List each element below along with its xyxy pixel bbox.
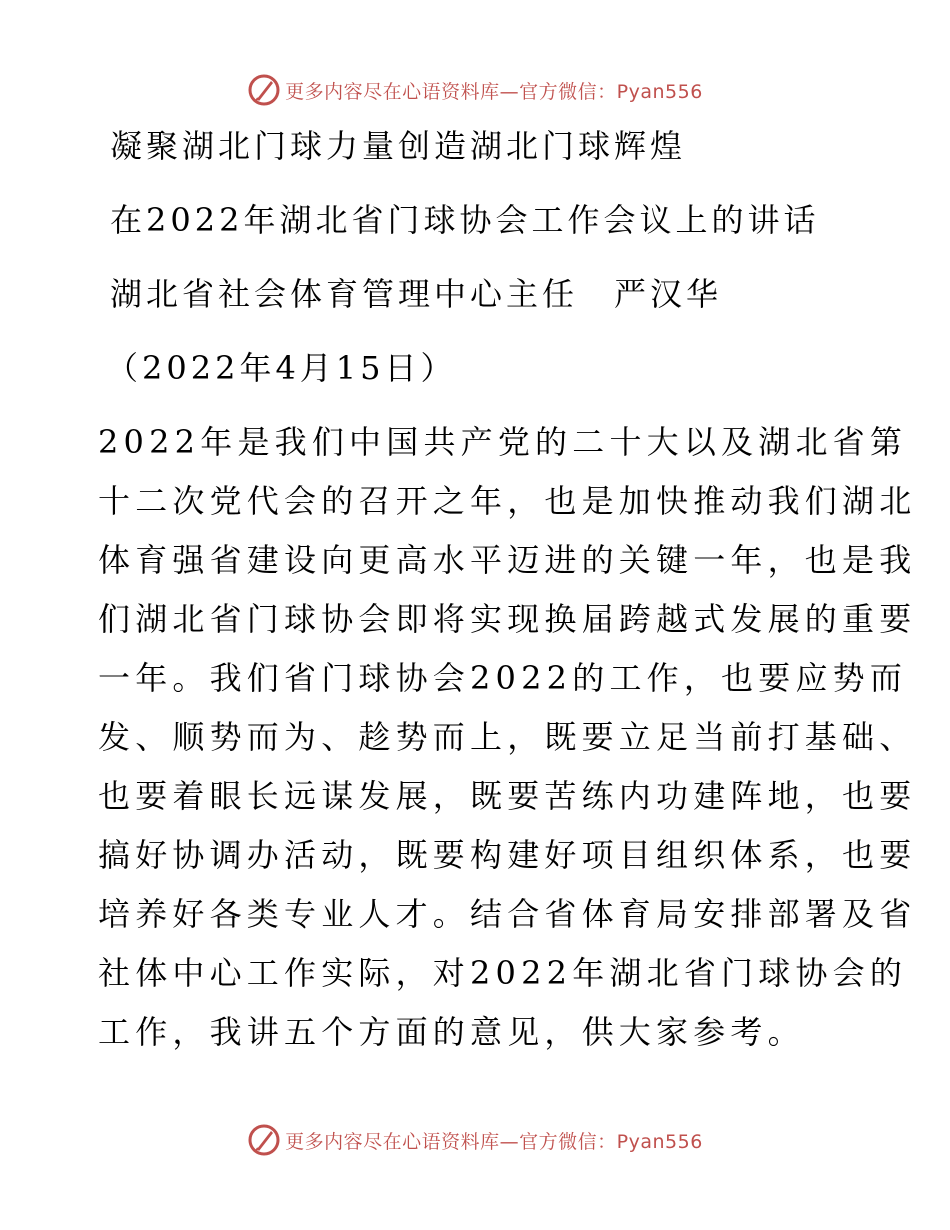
body-line: 发、顺势而为、趁势而上，既要立足当前打基础、 (98, 718, 917, 756)
watermark-footer (0, 1120, 950, 1160)
body-line: 培养好各类专业人才。结合省体育局安排部署及省 (98, 895, 917, 933)
document-subtitle: 在2022年湖北省门球协会工作会议上的讲话 (110, 201, 820, 239)
body-line: 2022年是我们中国共产党的二十大以及湖北省第 (98, 423, 908, 461)
body-line: 们湖北省门球协会即将实现换届跨越式发展的重要 (98, 600, 917, 638)
document-title: 凝聚湖北门球力量创造湖北门球辉煌 (110, 127, 687, 165)
body-line: 体育强省建设向更高水平迈进的关键一年，也是我 (98, 541, 917, 579)
quill-logo-icon (247, 73, 281, 107)
watermark-text: 更多内容尽在心语资料库—官方微信：Pyan556 (285, 80, 703, 103)
speaker-line: 湖北省社会体育管理中心主任 严汉华 (110, 275, 723, 313)
watermark-header (0, 70, 950, 110)
body-line: 一年。我们省门球协会2022的工作，也要应势而 (98, 659, 908, 697)
watermark-text: 更多内容尽在心语资料库—官方微信：Pyan556 (285, 1130, 703, 1153)
body-line: 社体中心工作实际，对2022年湖北省门球协会的 (98, 954, 908, 992)
body-line: 搞好协调办活动，既要构建好项目组织体系，也要 (98, 836, 917, 874)
body-line: 也要着眼长远谋发展，既要苦练内功建阵地，也要 (98, 777, 917, 815)
body-line: 工作，我讲五个方面的意见，供大家参考。 (98, 1013, 805, 1051)
speech-date: （2022年4月15日） (106, 349, 457, 387)
body-line: 十二次党代会的召开之年，也是加快推动我们湖北 (98, 482, 917, 520)
quill-logo-icon (247, 1123, 281, 1157)
